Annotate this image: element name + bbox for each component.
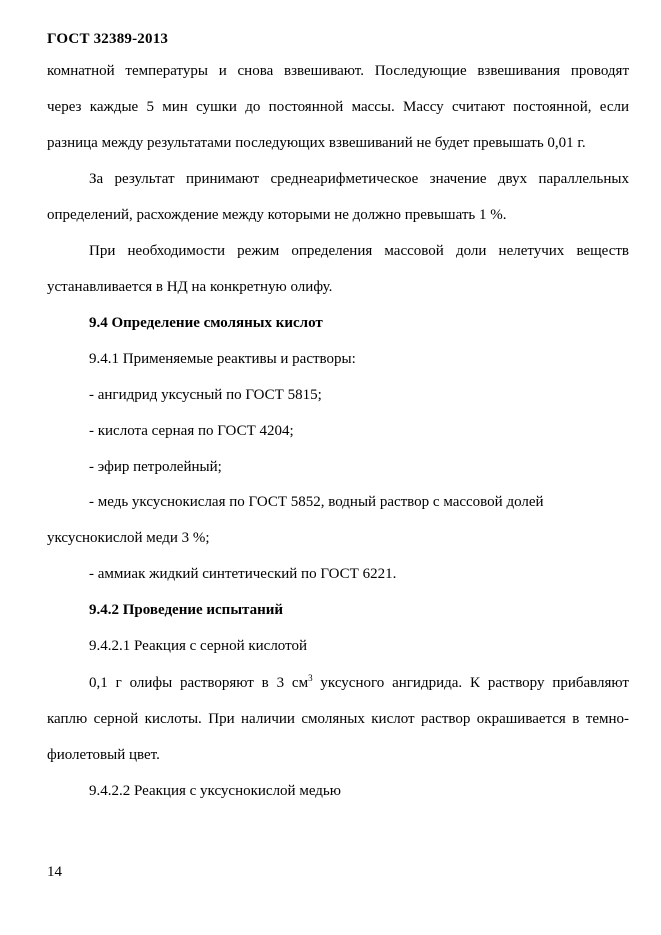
page-number: 14 [47, 864, 62, 880]
document-header-title: ГОСТ 32389-2013 [47, 31, 169, 47]
paragraph-line: каплю серной кислоты. При наличии смоляных кислот раствор окрашивается в темно- [47, 711, 629, 727]
paragraph-line: фиолетовый цвет. [47, 747, 160, 763]
paragraph-line [89, 674, 629, 692]
section-heading: 9.4.2 Проведение испытаний [89, 602, 284, 618]
list-item: - аммиак жидкий синтетический по ГОСТ 6221. [89, 566, 397, 582]
paragraph-text: уксусного ангидрида. К раствору прибавляют [312, 675, 629, 691]
paragraph-line: комнатной температуры и снова взвешивают. Последующие взвешивания проводят [47, 63, 629, 79]
paragraph-text: 0,1 г олифы растворяют в 3 см [89, 675, 309, 691]
list-item-continuation: уксуснокислой меди 3 %; [47, 530, 210, 546]
paragraph-line: через каждые 5 мин сушки до постоянной массы. Массу считают постоянной, если [47, 99, 629, 115]
list-item: - медь уксуснокислая по ГОСТ 5852, водный раствор с массовой долей [89, 494, 544, 510]
subsection-heading: 9.4.2.2 Реакция с уксуснокислой медью [89, 783, 341, 799]
superscript: 3 [308, 673, 313, 683]
paragraph-line: разница между результатами последующих взвешиваний не будет превышать 0,01 г. [47, 135, 586, 151]
paragraph-line: За результат принимают среднеарифметическое значение двух параллельных [89, 171, 629, 187]
paragraph-line: устанавливается в НД на конкретную олифу. [47, 279, 333, 295]
paragraph-line: При необходимости режим определения массовой доли нелетучих веществ [89, 243, 629, 259]
paragraph-line: определений, расхождение между которыми не должно превышать 1 %. [47, 207, 507, 223]
list-item: - ангидрид уксусный по ГОСТ 5815; [89, 387, 322, 403]
list-item: - кислота серная по ГОСТ 4204; [89, 423, 294, 439]
subsection-heading: 9.4.1 Применяемые реактивы и растворы: [89, 351, 356, 367]
subsection-heading: 9.4.2.1 Реакция с серной кислотой [89, 638, 307, 654]
list-item: - эфир петролейный; [89, 459, 222, 475]
section-heading: 9.4 Определение смоляных кислот [89, 315, 323, 331]
